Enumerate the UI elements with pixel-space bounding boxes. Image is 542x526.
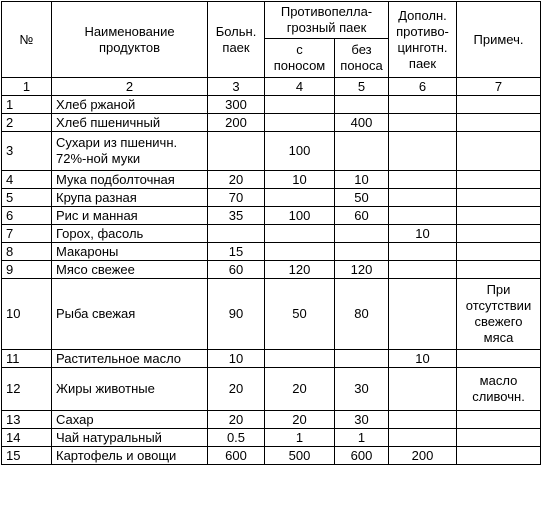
with-diarrhea-value: 500 xyxy=(265,447,335,465)
row-number: 7 xyxy=(2,225,52,243)
without-diarrhea-value xyxy=(335,96,389,114)
note-value xyxy=(457,350,541,368)
note-value: масло сливочн. xyxy=(457,368,541,411)
row-number: 5 xyxy=(2,189,52,207)
table-row xyxy=(2,96,541,114)
antiscorbutic-value xyxy=(389,261,457,279)
row-number: 1 xyxy=(2,96,52,114)
note-value xyxy=(457,411,541,429)
row-number: 3 xyxy=(2,132,52,171)
without-diarrhea-value: 400 xyxy=(335,114,389,132)
table-row xyxy=(2,368,541,411)
product-name: Сахар xyxy=(52,411,208,429)
column-number-cell: 1 xyxy=(2,78,52,96)
header-without-diarrhea: без поноса xyxy=(335,39,389,78)
column-number-cell: 7 xyxy=(457,78,541,96)
with-diarrhea-value: 100 xyxy=(265,132,335,171)
antiscorbutic-value xyxy=(389,207,457,225)
with-diarrhea-value xyxy=(265,189,335,207)
antiscorbutic-value xyxy=(389,171,457,189)
product-name: Хлеб ржаной xyxy=(52,96,208,114)
hospital-ration-value: 90 xyxy=(208,279,265,350)
row-number: 6 xyxy=(2,207,52,225)
row-number: 2 xyxy=(2,114,52,132)
antiscorbutic-value xyxy=(389,279,457,350)
product-name: Растительное масло xyxy=(52,350,208,368)
hospital-ration-value: 20 xyxy=(208,411,265,429)
column-number-cell: 2 xyxy=(52,78,208,96)
hospital-ration-value: 60 xyxy=(208,261,265,279)
antiscorbutic-value xyxy=(389,243,457,261)
table-row xyxy=(2,114,541,132)
antiscorbutic-value xyxy=(389,96,457,114)
row-number: 4 xyxy=(2,171,52,189)
without-diarrhea-value: 30 xyxy=(335,368,389,411)
without-diarrhea-value: 80 xyxy=(335,279,389,350)
hospital-ration-value xyxy=(208,225,265,243)
row-number: 11 xyxy=(2,350,52,368)
header-antiscorbutic-ration: Дополн. противо-цинготн. паек xyxy=(389,2,457,78)
hospital-ration-value: 600 xyxy=(208,447,265,465)
product-name: Рыба свежая xyxy=(52,279,208,350)
antiscorbutic-value xyxy=(389,114,457,132)
header-with-diarrhea: с поносом xyxy=(265,39,335,78)
row-number: 8 xyxy=(2,243,52,261)
table-body xyxy=(2,96,541,465)
note-value xyxy=(457,132,541,171)
ration-table xyxy=(1,1,541,465)
table-row xyxy=(2,429,541,447)
note-value xyxy=(457,429,541,447)
without-diarrhea-value xyxy=(335,132,389,171)
with-diarrhea-value: 1 xyxy=(265,429,335,447)
note-value: При отсутствии свежего мяса xyxy=(457,279,541,350)
header-note: Примеч. xyxy=(457,2,541,78)
hospital-ration-value: 20 xyxy=(208,368,265,411)
without-diarrhea-value: 600 xyxy=(335,447,389,465)
without-diarrhea-value xyxy=(335,350,389,368)
product-name: Жиры животные xyxy=(52,368,208,411)
with-diarrhea-value: 120 xyxy=(265,261,335,279)
hospital-ration-value: 35 xyxy=(208,207,265,225)
header-antipellagra-ration: Противопелла-грозный паек xyxy=(265,2,389,39)
table-row xyxy=(2,261,541,279)
product-name: Горох, фасоль xyxy=(52,225,208,243)
note-value xyxy=(457,171,541,189)
hospital-ration-value: 300 xyxy=(208,96,265,114)
antiscorbutic-value xyxy=(389,132,457,171)
antiscorbutic-value xyxy=(389,189,457,207)
with-diarrhea-value xyxy=(265,225,335,243)
hospital-ration-value xyxy=(208,132,265,171)
table-row xyxy=(2,447,541,465)
without-diarrhea-value: 1 xyxy=(335,429,389,447)
product-name: Картофель и овощи xyxy=(52,447,208,465)
without-diarrhea-value: 60 xyxy=(335,207,389,225)
column-number-cell: 4 xyxy=(265,78,335,96)
column-number-cell: 3 xyxy=(208,78,265,96)
antiscorbutic-value xyxy=(389,429,457,447)
row-number: 9 xyxy=(2,261,52,279)
table-row xyxy=(2,207,541,225)
with-diarrhea-value xyxy=(265,114,335,132)
note-value xyxy=(457,96,541,114)
note-value xyxy=(457,447,541,465)
antiscorbutic-value: 10 xyxy=(389,350,457,368)
without-diarrhea-value: 50 xyxy=(335,189,389,207)
product-name: Мука подболточная xyxy=(52,171,208,189)
row-number: 13 xyxy=(2,411,52,429)
note-value xyxy=(457,225,541,243)
with-diarrhea-value: 100 xyxy=(265,207,335,225)
column-number-cell: 6 xyxy=(389,78,457,96)
column-number-cell: 5 xyxy=(335,78,389,96)
product-name: Хлеб пшеничный xyxy=(52,114,208,132)
hospital-ration-value: 70 xyxy=(208,189,265,207)
with-diarrhea-value: 20 xyxy=(265,368,335,411)
product-name: Сухари из пшеничн. 72%-ной муки xyxy=(52,132,208,171)
product-name: Мясо свежее xyxy=(52,261,208,279)
hospital-ration-value: 10 xyxy=(208,350,265,368)
product-name: Макароны xyxy=(52,243,208,261)
with-diarrhea-value xyxy=(265,350,335,368)
hospital-ration-value: 200 xyxy=(208,114,265,132)
antiscorbutic-value: 200 xyxy=(389,447,457,465)
row-number: 10 xyxy=(2,279,52,350)
antiscorbutic-value xyxy=(389,411,457,429)
with-diarrhea-value xyxy=(265,243,335,261)
table-row xyxy=(2,350,541,368)
product-name: Рис и манная xyxy=(52,207,208,225)
without-diarrhea-value xyxy=(335,243,389,261)
table-row xyxy=(2,171,541,189)
column-number-row xyxy=(2,78,541,96)
row-number: 12 xyxy=(2,368,52,411)
note-value xyxy=(457,189,541,207)
row-number: 15 xyxy=(2,447,52,465)
hospital-ration-value: 20 xyxy=(208,171,265,189)
hospital-ration-value: 0.5 xyxy=(208,429,265,447)
without-diarrhea-value: 30 xyxy=(335,411,389,429)
product-name: Чай натуральный xyxy=(52,429,208,447)
with-diarrhea-value: 20 xyxy=(265,411,335,429)
note-value xyxy=(457,243,541,261)
row-number: 14 xyxy=(2,429,52,447)
note-value xyxy=(457,261,541,279)
without-diarrhea-value: 120 xyxy=(335,261,389,279)
product-name: Крупа разная xyxy=(52,189,208,207)
antiscorbutic-value: 10 xyxy=(389,225,457,243)
with-diarrhea-value xyxy=(265,96,335,114)
table-row xyxy=(2,189,541,207)
header-hospital-ration: Больн. паек xyxy=(208,2,265,78)
table-row xyxy=(2,243,541,261)
with-diarrhea-value: 50 xyxy=(265,279,335,350)
without-diarrhea-value xyxy=(335,225,389,243)
header-product-name: Наименование продуктов xyxy=(52,2,208,78)
table-row xyxy=(2,411,541,429)
note-value xyxy=(457,114,541,132)
without-diarrhea-value: 10 xyxy=(335,171,389,189)
with-diarrhea-value: 10 xyxy=(265,171,335,189)
antiscorbutic-value xyxy=(389,368,457,411)
table-row xyxy=(2,132,541,171)
table-row xyxy=(2,279,541,350)
hospital-ration-value: 15 xyxy=(208,243,265,261)
note-value xyxy=(457,207,541,225)
header-num: № xyxy=(2,2,52,78)
table-row xyxy=(2,225,541,243)
